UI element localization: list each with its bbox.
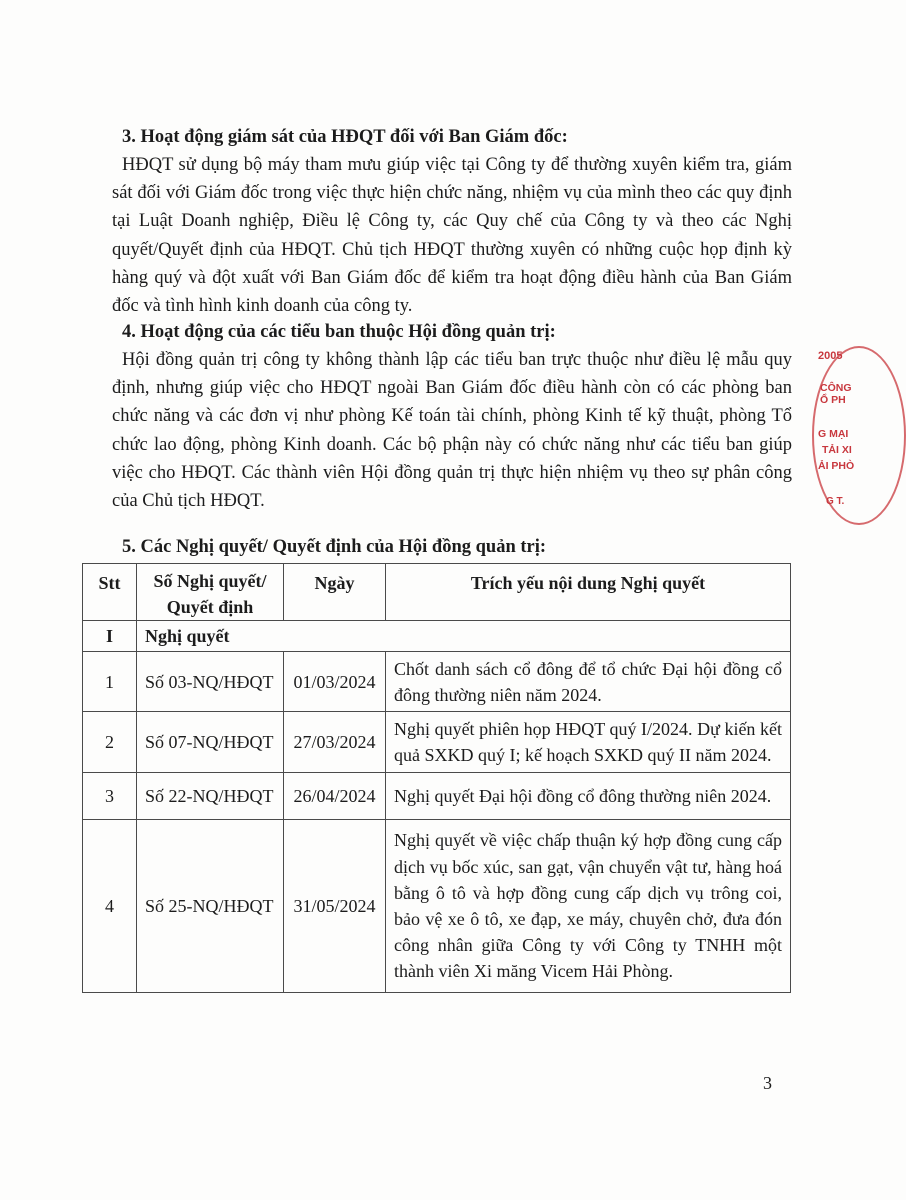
- seal-text: G T.: [826, 496, 845, 507]
- row-resolution-number: Số 22-NQ/HĐQT: [137, 773, 284, 820]
- row-stt: 1: [83, 652, 137, 712]
- row-stt: 3: [83, 773, 137, 820]
- row-date: 27/03/2024: [284, 712, 386, 773]
- table-group-row: [83, 621, 791, 652]
- row-stt: 2: [83, 712, 137, 773]
- header-content: Trích yếu nội dung Nghị quyết: [386, 564, 791, 621]
- seal-text: 2005: [818, 350, 843, 362]
- seal-text: TẢI XI: [822, 444, 852, 456]
- table-row: [83, 820, 791, 993]
- row-content: Chốt danh sách cổ đông để tổ chức Đại hội đồng cổ đông thường niên năm 2024.: [386, 652, 791, 712]
- table-header-row: [83, 564, 791, 621]
- seal-text: G MẠI: [818, 428, 849, 440]
- row-resolution-number: Số 03-NQ/HĐQT: [137, 652, 284, 712]
- row-content: Nghị quyết Đại hội đồng cổ đông thường niên 2024.: [386, 773, 791, 820]
- group-stt: I: [83, 621, 137, 652]
- row-content: Nghị quyết phiên họp HĐQT quý I/2024. Dự kiến kết quả SXKD quý I; kế hoạch SXKD quý II năm 2024.: [386, 712, 791, 773]
- header-date: Ngày: [284, 564, 386, 621]
- row-date: 26/04/2024: [284, 773, 386, 820]
- section-4: [112, 318, 792, 515]
- section-4-paragraph: Hội đồng quản trị công ty không thành lập các tiểu ban trực thuộc như điều lệ mẫu quy định, nhưng giúp việc cho HĐQT ngoài Ban Giám đốc điều hành còn có các phòng ban chức năng và các đơn vị như phòng Kế toán tài chính, phòng Kinh tế kỹ thuật, phòng Tổ chức lao động, phòng Kinh doanh. Các bộ phận này có chức năng như các tiểu ban giúp việc cho HĐQT. Các thành viên Hội đồng quản trị thực hiện nhiệm vụ theo sự phân công của Chủ tịch HĐQT.: [112, 350, 792, 512]
- table-row: [83, 773, 791, 820]
- company-seal: [812, 338, 872, 528]
- row-date: 31/05/2024: [284, 820, 386, 993]
- row-resolution-number: Số 25-NQ/HĐQT: [137, 820, 284, 993]
- table-row: [83, 652, 791, 712]
- seal-text: Ổ PH: [820, 394, 846, 406]
- section-3-heading: 3. Hoạt động giám sát của HĐQT đối với Ban Giám đốc:: [122, 127, 568, 147]
- section-5-heading: 5. Các Nghị quyết/ Quyết định của Hội đồng quản trị:: [122, 537, 547, 557]
- row-date: 01/03/2024: [284, 652, 386, 712]
- row-content: Nghị quyết về việc chấp thuận ký hợp đồng cung cấp dịch vụ bốc xúc, san gạt, vận chuyển vật tư, hàng hoá bằng ô tô và hợp đồng cung cấp dịch vụ trông coi, bảo vệ xe ô tô, xe đạp, xe máy, chuyên chở, đưa đón công nhân giữa Công ty với Công ty TNHH một thành viên Xi măng Vicem Hải Phòng.: [386, 820, 791, 993]
- page-number: 3: [763, 1073, 772, 1093]
- group-label: Nghị quyết: [137, 621, 791, 652]
- section-4-heading: 4. Hoạt động của các tiểu ban thuộc Hội đồng quản trị:: [122, 322, 556, 342]
- table-row: [83, 712, 791, 773]
- resolutions-table: [82, 563, 791, 993]
- row-stt: 4: [83, 820, 137, 993]
- section-5: [112, 533, 792, 561]
- section-3: [112, 123, 792, 320]
- row-resolution-number: Số 07-NQ/HĐQT: [137, 712, 284, 773]
- header-resolution-number: Số Nghị quyết/ Quyết định: [137, 564, 284, 621]
- seal-text: ẢI PHÒ: [818, 460, 855, 472]
- header-stt: Stt: [83, 564, 137, 621]
- seal-text: CÔNG: [820, 382, 852, 394]
- section-3-paragraph: HĐQT sử dụng bộ máy tham mưu giúp việc tại Công ty để thường xuyên kiểm tra, giám sát đối với Giám đốc trong việc thực hiện chức năng, nhiệm vụ của mình theo các quy định tại Luật Doanh nghiệp, Điều lệ Công ty, các Quy chế của Công ty và theo các Nghị quyết/Quyết định của HĐQT. Chủ tịch HĐQT thường xuyên có những cuộc họp định kỳ hàng quý và đột xuất với Ban Giám đốc để kiểm tra hoạt động điều hành của Ban Giám đốc và tình hình kinh doanh của công ty.: [112, 155, 792, 317]
